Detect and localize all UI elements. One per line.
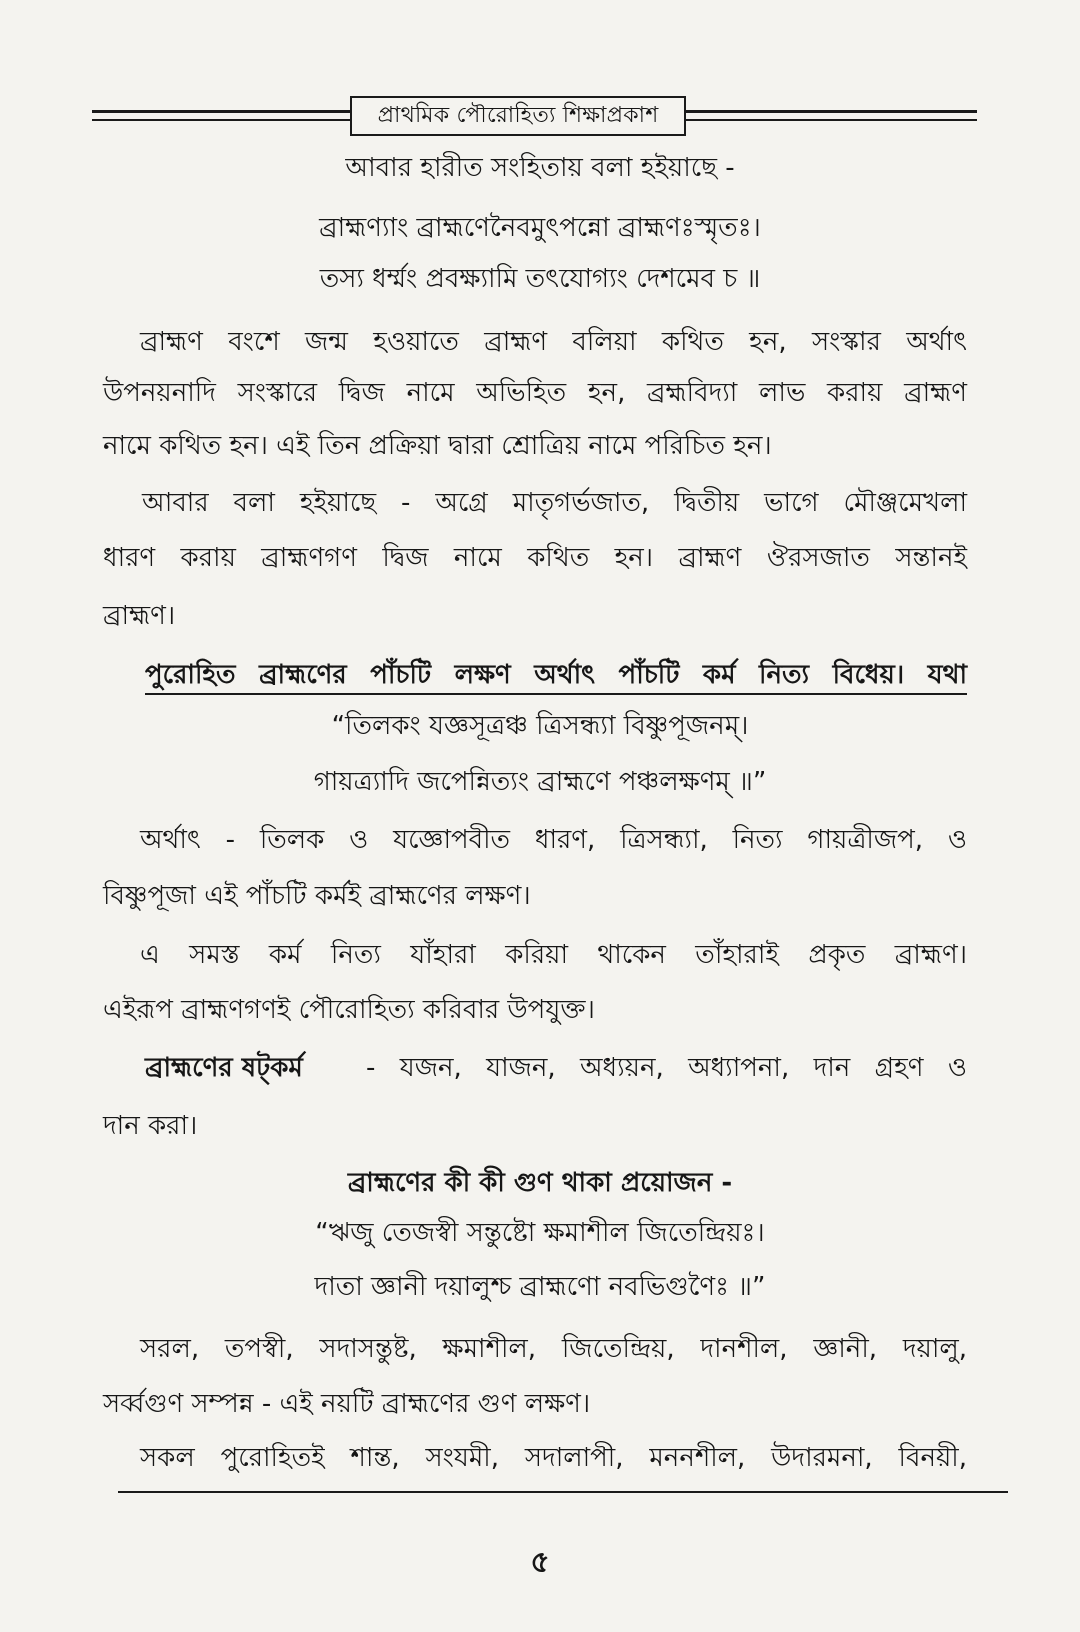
text-line: আবার হারীত সংহিতায় বলা হইয়াছে - <box>345 153 735 183</box>
verse-line: গায়ত্র্যাদি জপেন্নিত্যং ব্রাহ্মণে পঞ্চলক্ষণম্ ॥” <box>313 767 767 797</box>
verse-line: তস্য ধর্ম্মং প্রবক্ষ্যামি তৎযোগ্যং দেশমেব চ ॥ <box>319 264 761 294</box>
paragraph-line: ব্রাহ্মণ। <box>103 601 176 631</box>
section-heading: পুরোহিত ব্রাহ্মণের পাঁচটি লক্ষণ অর্থাৎ পাঁচটি কর্ম নিত্য বিধেয়। যথা <box>145 660 967 690</box>
paragraph-line: আবার বলা হইয়াছে - অগ্রে মাতৃগর্ভজাত, দ্বিতীয় ভাগে মৌঞ্জমেখলা <box>142 488 967 518</box>
paragraph-line: এইরূপ ব্রাহ্মণগণই পৌরোহিত্য করিবার উপযুক্ত। <box>103 995 595 1025</box>
paragraph-line: সকল পুরোহিতই শান্ত, সংযমী, সদালাপী, মননশীল, উদারমনা, বিনয়ী, <box>140 1443 967 1473</box>
verse-line: দাতা জ্ঞানী দয়ালুশ্চ ব্রাহ্মণো নবভিগুণৈঃ ॥” <box>314 1272 766 1302</box>
paragraph-line: উপনয়নাদি সংস্কারে দ্বিজ নামে অভিহিত হন, ব্রহ্মবিদ্যা লাভ করায় ব্রাহ্মণ <box>103 378 967 408</box>
paragraph-line: দান করা। <box>103 1111 198 1141</box>
paragraph-line: সর্ব্বগুণ সম্পন্ন - এই নয়টি ব্রাহ্মণের গুণ লক্ষণ। <box>103 1389 591 1419</box>
running-header-title: প্রাথমিক পৌরোহিত্য শিক্ষাপ্রকাশ <box>350 96 686 136</box>
verse-line: ব্রাহ্মণ্যাং ব্রাহ্মণেনৈবমুৎপন্নো ব্রাহ্মণঃস্মৃতঃ। <box>319 213 761 243</box>
paragraph-line: সরল, তপস্বী, সদাসন্তুষ্ট, ক্ষমাশীল, জিতেন্দ্রিয়, দানশীল, জ্ঞানী, দয়ালু, <box>140 1334 967 1364</box>
paragraph-line: এ সমস্ত কর্ম নিত্য যাঁহারা করিয়া থাকেন তাঁহারাই প্রকৃত ব্রাহ্মণ। <box>140 940 967 970</box>
paragraph-line: নামে কথিত হন। এই তিন প্রক্রিয়া দ্বারা শ্রোত্রিয় নামে পরিচিত হন। <box>103 431 772 461</box>
shatkarma-label: ব্রাহ্মণের ষট্‌কর্ম <box>145 1053 303 1083</box>
section-heading: ব্রাহ্মণের কী কী গুণ থাকা প্রয়োজন - <box>347 1168 733 1198</box>
paragraph-line: ধারণ করায় ব্রাহ্মণগণ দ্বিজ নামে কথিত হন। ব্রাহ্মণ ঔরসজাত সন্তানই <box>103 543 967 573</box>
page-number: ৫ <box>530 1545 550 1580</box>
footer-rule <box>118 1491 1008 1493</box>
paragraph-line: অর্থাৎ - তিলক ও যজ্ঞোপবীত ধারণ, ত্রিসন্ধ্যা, নিত্য গায়ত্রীজপ, ও <box>140 825 967 855</box>
paragraph-line: ব্রাহ্মণ বংশে জন্ম হওয়াতে ব্রাহ্মণ বলিয়া কথিত হন, সংস্কার অর্থাৎ <box>140 327 967 357</box>
verse-line: “তিলকং যজ্ঞসূত্রঞ্চ ত্রিসন্ধ্যা বিষ্ণুপূজনম্। <box>331 711 749 741</box>
paragraph-line: - যজন, যাজন, অধ্যয়ন, অধ্যাপনা, দান গ্রহণ ও <box>366 1053 967 1083</box>
heading-underline <box>145 693 967 695</box>
verse-line: “ঋজু তেজস্বী সন্তুষ্টো ক্ষমাশীল জিতেন্দ্রিয়ঃ। <box>315 1218 765 1248</box>
paragraph-line: বিষ্ণুপূজা এই পাঁচটি কর্মই ব্রাহ্মণের লক্ষণ। <box>103 881 531 911</box>
